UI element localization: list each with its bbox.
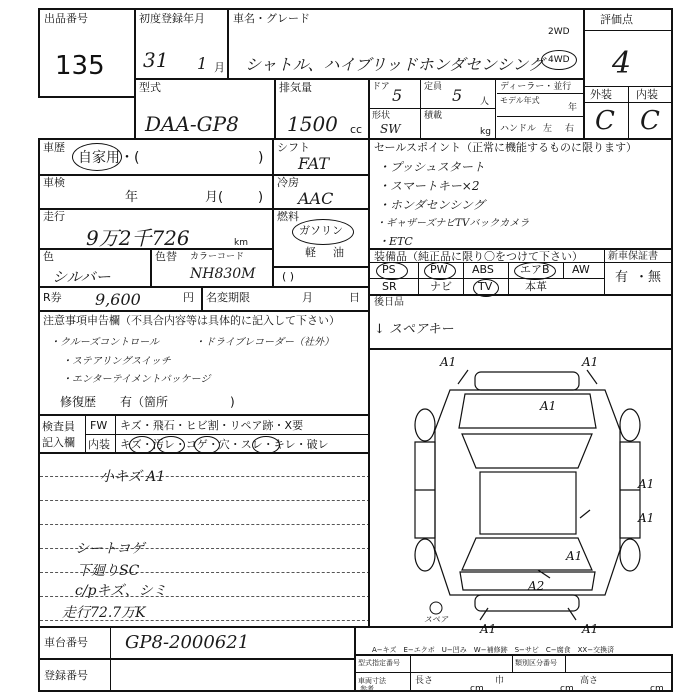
note-3: ・ステアリングスイッチ: [62, 356, 171, 367]
grade-value: 4: [612, 46, 632, 81]
size-label: 車両寸法: [358, 677, 386, 685]
mileage-label: 走行: [43, 210, 65, 223]
equipment-label: 装備品（純正品に限り〇をつけて下さい）: [374, 250, 583, 263]
color-code-label: カラーコード: [190, 252, 245, 262]
load-label: 積載: [424, 111, 443, 121]
hood: [459, 394, 596, 428]
inspector-fw-text: キズ・飛石・ヒビ割・リペア跡・X要: [120, 419, 304, 432]
model-name: シャトル、ハイブリッドホンダセンシング: [245, 55, 544, 74]
exterior-label: 外装: [590, 88, 612, 101]
wheel-rear-left: [415, 539, 435, 571]
sales-point-2: ・スマートキー×2: [378, 179, 480, 193]
equip-pw: PW: [430, 263, 448, 276]
car-diagram: [370, 350, 671, 636]
spare-label: スペア: [424, 615, 448, 624]
displacement-label: 排気量: [279, 81, 312, 94]
damage-mark: A1: [638, 477, 655, 491]
model-code-label: 型式: [139, 81, 161, 94]
first-registration-year: 31: [143, 48, 169, 72]
shape-label: 形状: [372, 111, 391, 121]
equip-navi: ナビ: [430, 280, 452, 293]
history-close: ): [258, 150, 264, 166]
equip-abs: ABS: [472, 263, 494, 276]
damage-mark: A1: [440, 355, 457, 369]
width-label: 巾: [495, 676, 505, 686]
history-value: 自家用・(: [78, 150, 140, 166]
aftermarket-value: ↓ スペアキー: [374, 322, 454, 337]
load-unit: kg: [480, 127, 491, 137]
shape-value: SW: [380, 122, 401, 136]
model-year-unit: 年: [568, 103, 578, 113]
capacity-label: 定員: [424, 82, 443, 92]
fuel-label: 燃料: [277, 210, 299, 223]
mileage-value: 9万2千726: [86, 226, 190, 250]
handle-right: 右: [565, 124, 575, 134]
notes-label: 注意事項申告欄（不具合内容等は具体的に記入して下さい）: [43, 314, 340, 327]
equip-leather: 本革: [525, 280, 547, 293]
rename-day: 日: [349, 291, 360, 304]
warranty-label: 新車保証書: [608, 251, 658, 262]
model-code: DAA-GP8: [145, 112, 239, 136]
damage-mark: A1: [582, 622, 599, 636]
roof: [480, 472, 576, 534]
length-unit: cm: [470, 684, 484, 694]
car-body-outline: [435, 390, 620, 595]
inspection-label: 車検: [43, 176, 65, 189]
mileage-unit: km: [234, 238, 248, 248]
damage-mark: A1: [582, 355, 599, 369]
spec-bottom-box: [354, 654, 673, 692]
recycle-unit: 円: [183, 291, 194, 304]
interior-label: 内装: [636, 88, 658, 101]
warranty-yes: 有: [615, 270, 629, 285]
color-label: 色: [43, 250, 54, 263]
inspection-month: 月(: [205, 190, 224, 205]
inspector-note-1: 小キズ A1: [100, 469, 166, 485]
front-bumper: [475, 372, 579, 390]
rear-bumper: [475, 595, 579, 611]
inspector-interior: 内装: [88, 438, 110, 451]
warranty-no: ・無: [635, 270, 662, 285]
aircon-value: AAC: [298, 189, 334, 208]
sales-points-box: [368, 138, 673, 250]
dealer-label: ディーラー・並行: [500, 82, 572, 92]
first-registration-label: 初度登録年月: [139, 12, 205, 25]
repair-value: 有（箇所: [120, 395, 169, 409]
inspector-note-4: c/pキズ、シミ: [75, 583, 167, 599]
color-value: シルバー: [52, 268, 111, 286]
fuel-gasoline: ガソリン: [299, 224, 343, 237]
damage-mark: A1: [638, 511, 655, 525]
shift-label: シフト: [277, 141, 310, 154]
sales-point-5: ・ETC: [378, 235, 413, 248]
drive-2wd: 2WD: [548, 27, 570, 37]
doors-value: 5: [392, 86, 403, 105]
damage-mark: A1: [480, 622, 497, 636]
inspector-note-5: 走行72.7万K: [62, 605, 146, 621]
history-label: 車歴: [43, 141, 65, 154]
equip-airbag: エアB: [520, 263, 550, 276]
inspector-label: 検査員記入欄: [42, 420, 75, 449]
lot-number-label: 出品番号: [44, 12, 88, 25]
reg-label: 登録番号: [44, 669, 88, 682]
grade-label: 評価点: [600, 13, 633, 26]
damage-legend: A−キズ E−エクボ U−凹み W−補修跡 S−サビ C−腐食 XX−交換済: [372, 646, 615, 654]
width-unit: cm: [560, 684, 574, 694]
inspector-note-2: シートコゲ: [75, 541, 145, 557]
wheel-front-left: [415, 409, 435, 441]
recycle-value: 9,600: [95, 290, 141, 309]
sales-point-4: ・ギャザーズナビTVバックカメラ: [376, 218, 530, 229]
fuel-light: 軽: [305, 246, 316, 259]
inspection-year: 年: [125, 190, 139, 205]
ref-label: 参考: [360, 685, 374, 693]
repair-close: ): [230, 395, 235, 409]
vin-value: GP8-2000621: [125, 632, 250, 653]
exterior-grade: C: [595, 106, 615, 136]
inspector-fw: FW: [90, 419, 108, 432]
color-code: NH830M: [190, 266, 256, 282]
circle-airbag: [514, 262, 556, 280]
note-4: ・エンターテイメントパッケージ: [62, 374, 211, 385]
doors-label: ドア: [372, 82, 390, 92]
sales-point-3: ・ホンダセンシング: [378, 198, 485, 212]
height-unit: cm: [650, 684, 664, 694]
lot-number: 135: [55, 51, 105, 81]
inspection-box: [38, 174, 274, 210]
fuel-oil: 油: [333, 246, 344, 259]
drive-4wd-circle: [541, 50, 577, 70]
first-registration-month: 1: [197, 54, 208, 73]
note-1: ・クルーズコントロール: [50, 337, 159, 348]
capacity-value: 5: [452, 86, 463, 105]
rename-month: 月: [302, 291, 313, 304]
vin-label: 車台番号: [44, 636, 88, 649]
wheel-front-right: [620, 409, 640, 441]
handle-left: 左: [543, 124, 553, 134]
sales-points-label: セールスポイント（正常に機能するものに限ります）: [374, 141, 638, 154]
interior-grade: C: [640, 106, 660, 136]
handle-label: ハンドル: [500, 124, 537, 134]
equip-ps: PS: [382, 263, 396, 276]
color-change-label: 色替: [155, 250, 177, 263]
rename-label: 名変期限: [206, 291, 250, 304]
equip-sr: SR: [382, 280, 397, 293]
inspection-close: ): [258, 190, 264, 205]
class-number-label: 類別区分番号: [515, 659, 557, 667]
drive-4wd: 4WD: [548, 55, 570, 65]
model-name-label: 車名・グレード: [233, 12, 310, 25]
sales-point-1: ・プッシュスタート: [378, 160, 485, 174]
inspector-interior-text: キズ・汚レ・コゲ・穴・スレ・キレ・破レ: [120, 438, 329, 451]
length-label: 長さ: [415, 676, 434, 686]
recycle-label: R券: [43, 291, 62, 304]
shift-value: FAT: [298, 154, 330, 173]
inspector-note-3: 下廻りSC: [77, 563, 140, 579]
circle-pw: [424, 262, 456, 280]
history-circle: [72, 143, 122, 171]
windshield: [462, 434, 592, 468]
capacity-unit: 人: [480, 97, 490, 107]
aircon-label: 冷房: [277, 176, 299, 189]
type-number-label: 型式指定番号: [358, 659, 400, 667]
damage-mark: A1: [566, 549, 583, 563]
model-year-label: モデル年式: [500, 96, 540, 105]
fuel-circle: [292, 219, 354, 245]
equip-tv: TV: [478, 280, 493, 293]
circle-ps: [376, 262, 408, 280]
repair-label: 修復歴: [60, 395, 97, 409]
height-label: 高さ: [580, 676, 599, 686]
fuel-extra: ( ): [282, 270, 295, 283]
wheel-rear-right: [620, 539, 640, 571]
damage-mark: A2: [528, 579, 545, 593]
aftermarket-label: 後日品: [374, 297, 404, 308]
displacement-value: 1500: [287, 112, 338, 136]
note-2: ・ドライブレコーダー（社外）: [195, 337, 334, 348]
first-registration-month-unit: 月: [214, 61, 225, 74]
damage-mark: A1: [540, 399, 557, 413]
equip-aw: AW: [572, 263, 590, 276]
displacement-unit: cc: [350, 123, 363, 136]
